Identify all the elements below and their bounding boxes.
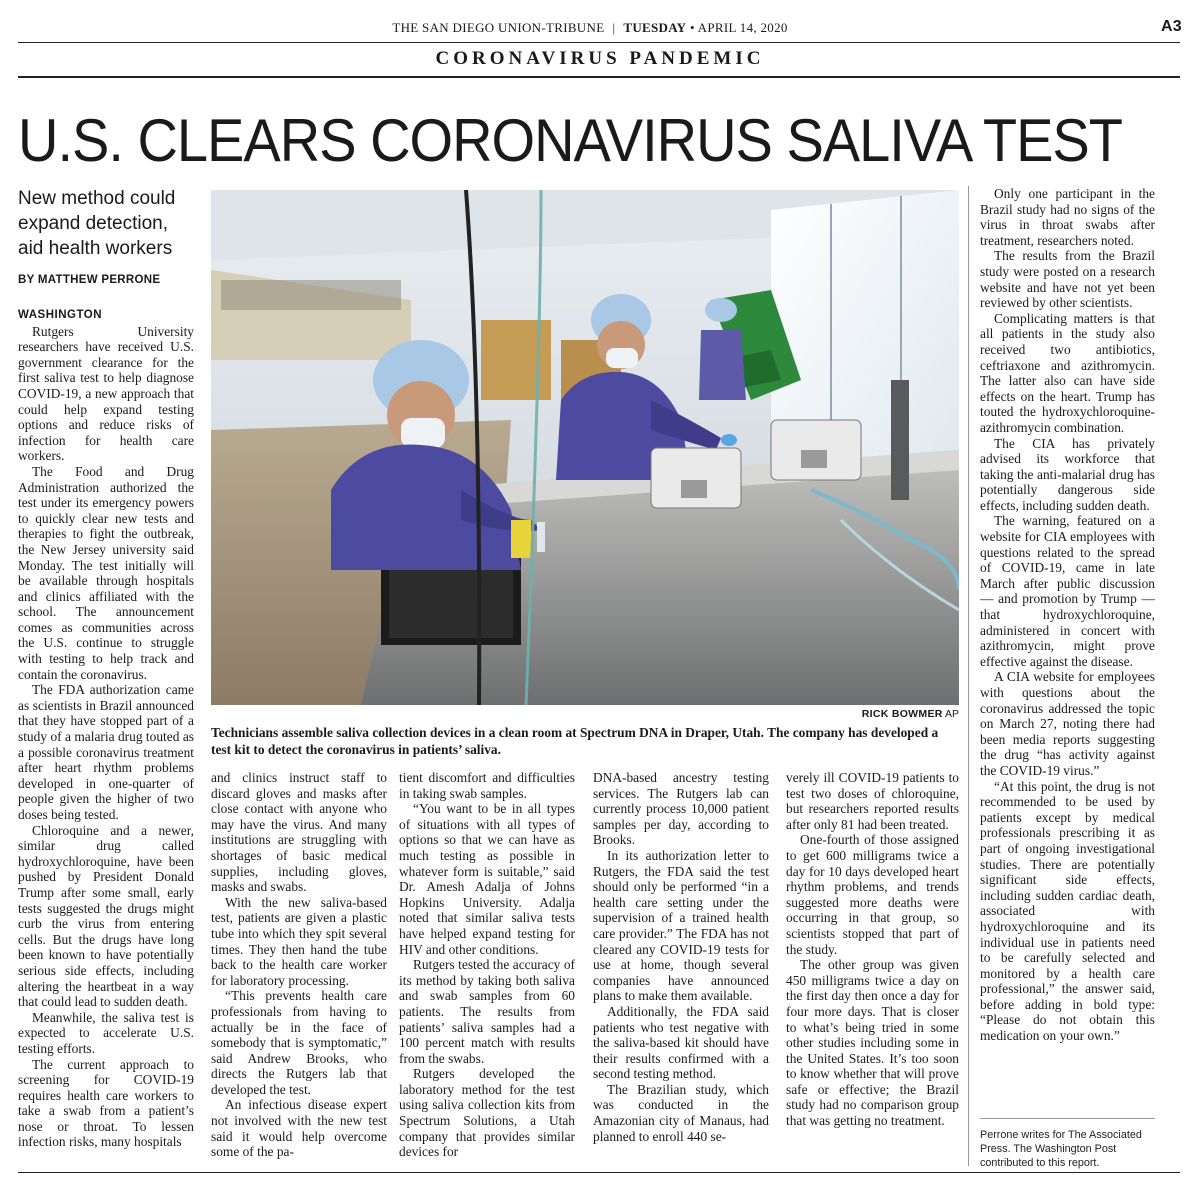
paragraph: The other group was given 450 milligrams twice a day on the first day then once a day for four more days. That is closer to what’s being tried in some other studies including some in the United States. It’s too soon to know whether that will prove safe or effective; the Brazil study had no comparison group that was getting no treatment.: [786, 957, 959, 1129]
paragraph: Meanwhile, the saliva test is expected to accelerate U.S. testing efforts.: [18, 1009, 194, 1056]
issue-date: APRIL 14, 2020: [697, 20, 788, 35]
column-divider: [968, 186, 969, 1166]
section-rule: [18, 76, 1180, 78]
paragraph: “You want to be in all types of situations with all types of options so that we can have as much testing as possible in whatever form is suitable,” said Dr. Amesh Adalja of Johns Hopkins University. Adalja noted that similar saliva tests have helped expand testing for HIV and other conditions.: [399, 801, 575, 957]
paragraph: The current approach to screening for COVID-19 requires health care workers to take a swab from a patient’s nose or throat. To lessen infection risks, many hospitals: [18, 1056, 194, 1150]
column-4: [593, 770, 769, 1144]
paragraph: Rutgers University researchers have received U.S. government clearance for the first saliva test to help diagnose COVID-19, a new approach that could help expand testing options and reduce risks of infection for health care workers.: [18, 323, 194, 464]
paragraph: The FDA authorization came as scientists in Brazil announced that they have stopped part of a study of a malaria drug touted as a possible coronavirus treatment after heart rhythm problems developed in one-quarter of people given the higher of two doses being tested.: [18, 682, 194, 822]
page-number: A3: [1160, 18, 1182, 35]
paragraph: A CIA website for employees with questions about the coronavirus addressed the topic on March 27, noting there had been media reports suggesting the drug “has activity against the COVID-19 virus.”: [980, 669, 1155, 778]
paragraph: “This prevents health care professionals from having to actually be in the face of somebody that is symptomatic,” said Andrew Brooks, who directs the Rutgers lab that developed the test.: [211, 988, 387, 1097]
section-title: CORONAVIRUS PANDEMIC: [435, 48, 765, 69]
paragraph: An infectious disease expert not involved with the new test said it would help overcome some of the pa-: [211, 1097, 387, 1160]
paragraph: One-fourth of those assigned to get 600 milligrams twice a day for 10 days developed heart rhythm problems, and trends suggested more deaths were occurring in that group, so scientists stopped that part of the study.: [786, 832, 959, 957]
paragraph: DNA-based ancestry testing services. The Rutgers lab can currently process 10,000 patient samples per day, according to Brooks.: [593, 770, 769, 848]
masthead-line: THE SAN DIEGO UNION-TRIBUNE | TUESDAY • APRIL 14, 2020: [392, 20, 788, 35]
column-6: [980, 186, 1155, 1044]
news-photo: [211, 190, 959, 705]
paragraph: Rutgers developed the laboratory method for the test using saliva collection kits from Spectrum Solutions, a Utah company that provides similar devices for: [399, 1066, 575, 1160]
paper-name: THE SAN DIEGO UNION-TRIBUNE: [392, 20, 605, 35]
column-1: [18, 306, 194, 1150]
headline: U.S. CLEARS CORONAVIRUS SALIVA TEST: [18, 105, 1122, 174]
deck: New method could expand detection, aid health workers: [18, 188, 176, 259]
masthead: [0, 18, 1200, 40]
paragraph: Rutgers tested the accuracy of its method by taking both saliva and swab samples from 60 patients. The results from patients’ saliva samples had a 100 percent match with results from the swabs.: [399, 957, 575, 1066]
paragraph: Only one participant in the Brazil study had no signs of the virus in throat swabs after treatment, researchers noted.: [980, 186, 1155, 248]
paragraph: and clinics instruct staff to discard gloves and masks after close contact with anyone who may have the virus. And many institutions are struggling with shortages of basic medical supplies, including gloves, masks and swabs.: [211, 770, 387, 895]
paragraph: verely ill COVID-19 patients to test two doses of chloroquine, but researchers reported results after only 81 had been treated.: [786, 770, 959, 832]
paragraph: The Food and Drug Administration authorized the test under its emergency powers to quickly clear new tests and therapies to fight the outbreak, the New Jersey university said Monday. The test initially will be available through hospitals and clinics affiliated with the school. The announcement comes as communities across the U.S. continue to struggle with testing to help track and contain the coronavirus.: [18, 463, 194, 682]
paragraph: Complicating matters is that all patients in the study also received two antibiotics, ceftriaxone and azithromycin. The latter also can have side effects on the heart. Trump has touted the hydroxychloroquine-azithromycin combination.: [980, 310, 1155, 435]
footnote: Perrone writes for The Associated Press. The Washington Post contributed to this report.: [980, 1129, 1142, 1169]
paragraph: Additionally, the FDA said patients who test negative with the saliva-based kit should have their results confirmed with a second testing method.: [593, 1003, 769, 1082]
paragraph: The results from the Brazil study were posted on a research website and have not yet been reviewed by other scientists.: [980, 248, 1155, 311]
masthead-rule: [18, 42, 1180, 43]
paragraph: With the new saliva-based test, patients are given a plastic tube into which they spit several times. They then hand the tube back to the health care worker for laboratory processing.: [211, 894, 387, 988]
byline: BY MATTHEW PERRONE: [18, 274, 161, 286]
paragraph: In its authorization letter to Rutgers, the FDA said the test should only be performed “in a health care setting under the supervision of a trained health care provider.” The FDA has not cleared any COVID-19 tests for use at home, though several companies have announced plans to make them available.: [593, 847, 769, 1004]
photo-credit: [211, 708, 959, 720]
paragraph: The warning, featured on a website for CIA employees with questions related to the spread of COVID-19, came in late March after public discussion — and promotion by Trump — that hydroxychloroquine, administered in concert with azithromycin, might prove effective against the disease.: [980, 513, 1155, 669]
column-2: [211, 770, 387, 1160]
footnote-rule: [980, 1118, 1155, 1119]
paragraph: Chloroquine and a newer, similar drug called hydroxychloroquine, have been pushed by President Donald Trump after some small, early tests suggested the drugs might curb the virus from entering cells. But the drugs have long been known to have potentially serious side effects, including altering the heartbeat in a way that could lead to sudden death.: [18, 822, 194, 1010]
column-5: [786, 770, 959, 1129]
photo-caption: Technicians assemble saliva collection devices in a clean room at Spectrum DNA in Draper, Utah. The company has developed a test kit to detect the coronavirus in patients’ saliva.: [211, 725, 939, 757]
page-bottom-rule: [18, 1172, 1180, 1173]
paragraph: tient discomfort and difficulties in taking swab samples.: [399, 770, 575, 801]
issue-day: TUESDAY: [623, 20, 687, 35]
dateline: WASHINGTON: [18, 309, 103, 321]
paragraph: “At this point, the drug is not recommended to be used by patients except by medical professionals prescribing it as part of ongoing investigational studies. There are potentially significant side effects, including sudden cardiac death, associated with hydroxychloroquine and its individual use in patients need to be carefully selected and monitored by a health care professional,” the answer said, before adding in bold type: “Please do not obtain this medication on your own.”: [980, 778, 1155, 1044]
photo-credit-agency: AP: [944, 708, 959, 720]
date-bullet: •: [689, 20, 695, 35]
column-3: [399, 770, 575, 1160]
paragraph: The Brazilian study, which was conducted in the Amazonian city of Manaus, had planned to enroll 440 se-: [593, 1081, 769, 1144]
paragraph: The CIA has privately advised its workforce that taking the anti-malarial drug has potentially dangerous side effects, including sudden death.: [980, 435, 1155, 513]
photo-credit-name: RICK BOWMER: [861, 708, 943, 720]
